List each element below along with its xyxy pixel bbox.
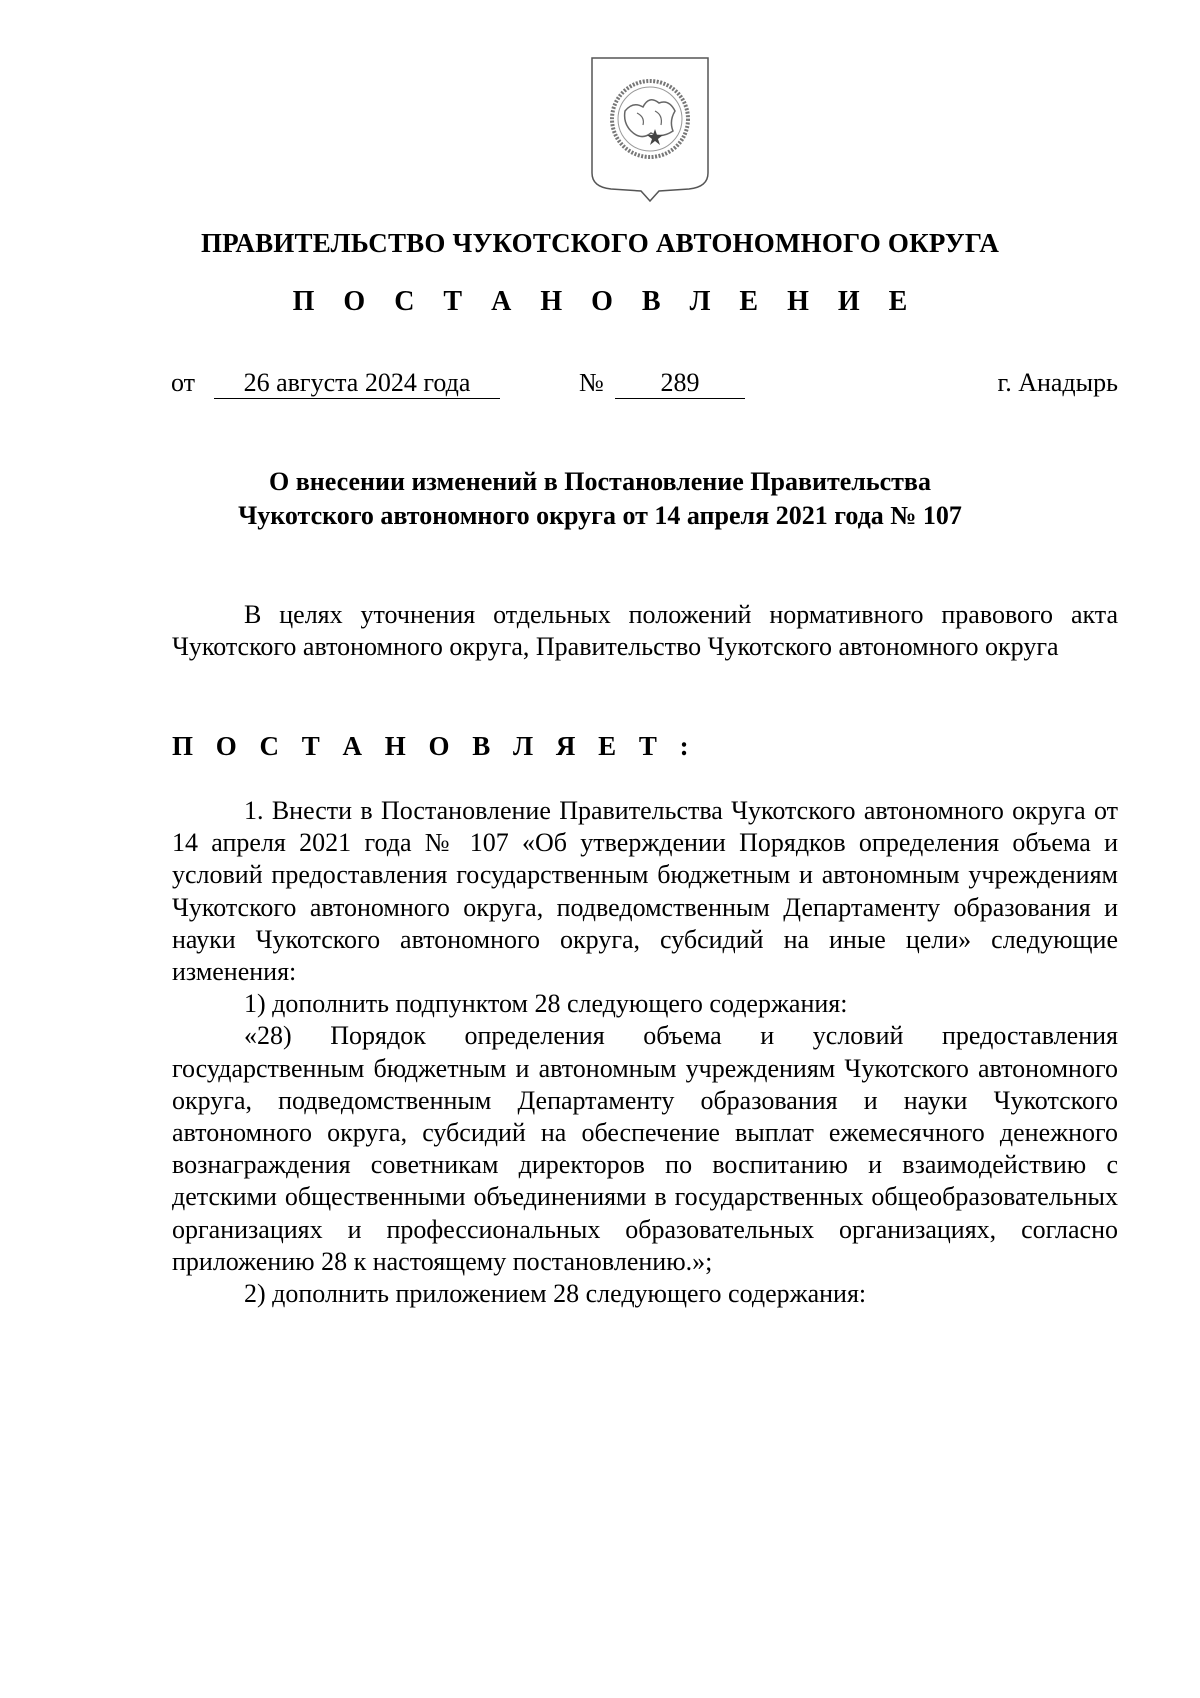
intro-paragraph-block — [172, 599, 1118, 663]
clause-paragraph: «28) Порядок определения объема и условий предоставления государственным бюджетным и автономным учреждениям Чукотского автономного округа, подведомственным Департаменту образования и науки Чукотского автономного округа, субсидий на обеспечение выплат ежемесячного денежного вознаграждения советникам директоров по воспитанию и взаимодействию с детскими общественными объединениями в государственных общеобразовательных организациях и профессиональных образовательных организациях, согласно приложению 28 к настоящему постановлению.»; — [172, 1021, 1118, 1276]
coat-of-arms-emblem — [589, 55, 711, 205]
document-type-title: П О С Т А Н О В Л Е Н И Е — [292, 286, 919, 317]
document-date: 26 августа 2024 года — [214, 368, 500, 399]
number-prefix: № — [579, 368, 604, 397]
document-city: г. Анадырь — [997, 368, 1118, 397]
decree-heading: П О С Т А Н О В Л Я Е Т : — [172, 731, 697, 761]
intro-paragraph: В целях уточнения отдельных положений нормативного правового акта Чукотского автономного округа, Правительство Чукотского автономного округа — [172, 600, 1118, 662]
subject-line-2: Чукотского автономного округа от 14 апреля 2021 года № 107 — [238, 501, 962, 530]
clause-paragraph: 2) дополнить приложением 28 следующего содержания: — [244, 1279, 867, 1309]
government-title: ПРАВИТЕЛЬСТВО ЧУКОТСКОГО АВТОНОМНОГО ОКРУГА — [200, 228, 1000, 258]
document-number: 289 — [615, 368, 745, 399]
date-prefix: от — [171, 368, 196, 397]
document-subject — [0, 465, 1200, 533]
document-meta-row — [0, 368, 1200, 404]
subject-line-1: О внесении изменений в Постановление Правительства — [269, 467, 931, 496]
clause-paragraph: 1. Внести в Постановление Правительства Чукотского автономного округа от 14 апреля 2021 года № 107 «Об утверждении Порядков определения объема и условий предоставления государственным бюджетным и автономным учреждениям Чукотского автономного округа, подведомственным Департаменту образования и науки Чукотского автономного округа, субсидий на иные цели» следующие изменения: — [172, 796, 1118, 987]
clause-paragraph: 1) дополнить подпунктом 28 следующего содержания: — [244, 989, 848, 1019]
clauses-block — [172, 795, 1118, 1310]
